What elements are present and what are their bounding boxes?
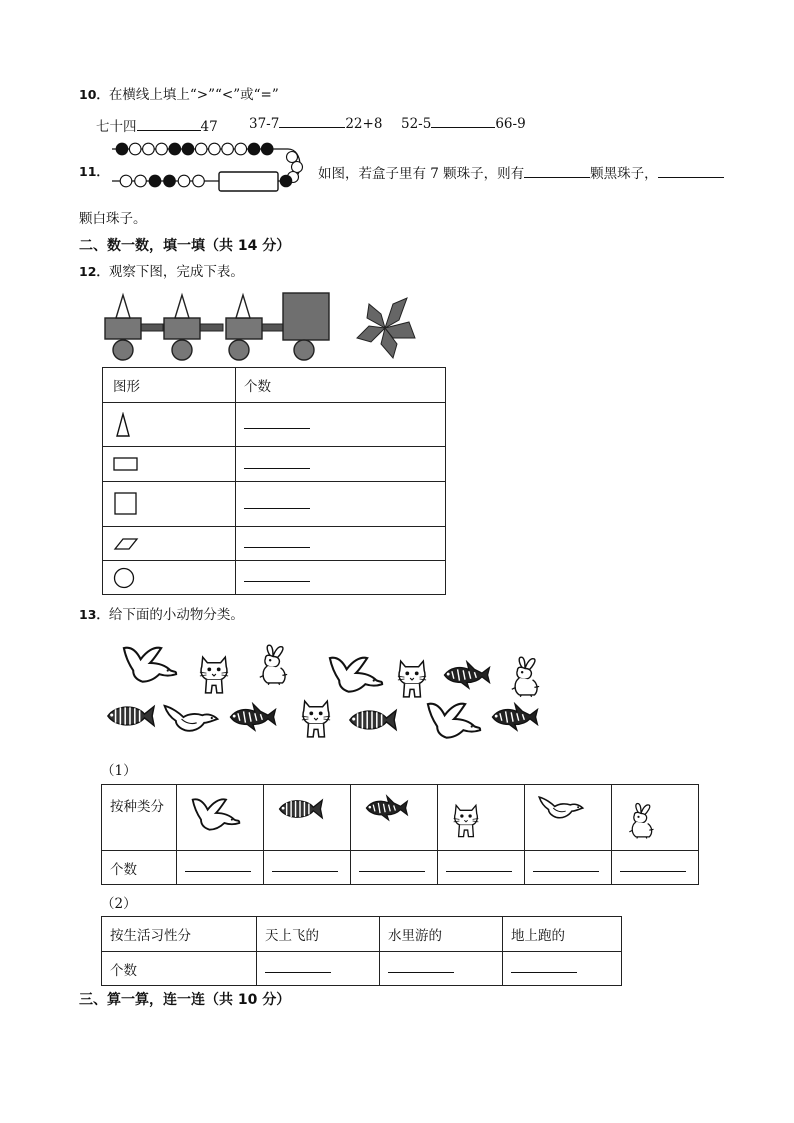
answer-blank[interactable] (244, 428, 310, 429)
rabbit-icon (512, 657, 539, 697)
comparison-row (249, 115, 382, 132)
part-label: （1） (101, 763, 137, 779)
black-bead (182, 143, 194, 155)
bead-string-diagram (108, 137, 310, 195)
compare-left: 七十四 (96, 119, 137, 135)
rectangle-icon (113, 456, 139, 472)
part-label: （2） (101, 896, 137, 912)
table-header: 图形 (103, 368, 236, 403)
white-bead (193, 175, 205, 187)
comparison-row (401, 115, 526, 132)
question-11-number: 11． (79, 164, 109, 179)
bead-box (219, 172, 278, 191)
compare-left: 52-5 (401, 116, 432, 132)
parallelogram-icon (113, 537, 139, 551)
cat-icon (398, 661, 426, 697)
white-bead (120, 175, 132, 187)
bird-icon (124, 648, 176, 682)
square-icon (113, 491, 139, 517)
white-bead (209, 143, 221, 155)
table-header: 个数 (236, 368, 446, 403)
fish-striped-icon (350, 710, 396, 729)
table-row (103, 561, 446, 595)
bird-icon (428, 704, 480, 738)
cat-icon (454, 805, 479, 836)
answer-blank[interactable] (244, 508, 310, 509)
circle-icon (113, 566, 137, 590)
fish-spiky-icon (444, 662, 489, 688)
white-bead (129, 143, 141, 155)
section-title: 二、数一数，填一填（共 14 分） (79, 238, 291, 254)
species-count-table (101, 784, 699, 885)
cat-icon (302, 701, 330, 737)
answer-blank[interactable] (533, 871, 599, 872)
question-number: 10． (79, 87, 109, 102)
answer-blank[interactable] (244, 581, 310, 582)
table-row (103, 527, 446, 561)
white-bead (195, 143, 207, 155)
question-13: 13．给下面的小动物分类。 (79, 607, 244, 623)
table-header: 天上飞的 (257, 917, 380, 952)
fish-striped-icon (280, 800, 323, 818)
section-title: 三、算一算，连一连（共 10 分） (79, 992, 291, 1008)
rabbit-icon (260, 645, 287, 685)
fish-striped-icon (108, 706, 154, 725)
answer-blank[interactable] (244, 547, 310, 548)
answer-blank[interactable] (279, 115, 345, 128)
white-bead (143, 143, 155, 155)
compare-left: 37-7 (249, 116, 280, 132)
white-bead (222, 143, 234, 155)
row-label: 个数 (102, 851, 177, 885)
answer-blank[interactable] (137, 118, 201, 131)
table-header: 按种类分 (102, 785, 177, 851)
pinwheel-figure (357, 298, 415, 358)
answer-blank[interactable] (511, 972, 577, 973)
question-12: 12．观察下图，完成下表。 (79, 264, 244, 280)
fish-spiky-icon (366, 796, 407, 820)
question-11-text-cont: 颗白珠子。 (79, 211, 147, 227)
black-bead (280, 175, 292, 187)
answer-blank[interactable] (185, 871, 251, 872)
black-bead (149, 175, 161, 187)
white-bead (156, 143, 168, 155)
dove-icon (539, 797, 583, 818)
train-figure (105, 293, 329, 360)
train-pinwheel-figure (103, 290, 423, 362)
answer-blank[interactable] (272, 871, 338, 872)
fish-spiky-icon (492, 704, 537, 730)
answer-blank[interactable] (446, 871, 512, 872)
black-bead (261, 143, 273, 155)
fish-spiky-icon (230, 704, 275, 730)
compare-right: 47 (200, 119, 218, 135)
answer-blank[interactable] (524, 165, 590, 178)
question-11-text: 如图，若盒子里有 7 颗珠子，则有 颗黑珠子， (318, 162, 724, 182)
white-bead (287, 152, 298, 163)
table-header: 水里游的 (380, 917, 503, 952)
answer-blank[interactable] (620, 871, 686, 872)
bird-icon (330, 658, 382, 692)
answer-blank[interactable] (359, 871, 425, 872)
compare-right: 22+8 (345, 116, 383, 132)
question-10 (79, 83, 279, 103)
table-header: 地上跑的 (503, 917, 622, 952)
animal-scene (104, 640, 554, 745)
black-bead (248, 143, 260, 155)
triangle-icon (113, 412, 133, 438)
rabbit-icon (629, 803, 653, 838)
white-bead (235, 143, 247, 155)
cat-icon (200, 657, 228, 693)
comparison-row (96, 115, 218, 135)
bird-icon (193, 799, 240, 829)
answer-blank[interactable] (658, 165, 724, 178)
answer-blank[interactable] (265, 972, 331, 973)
white-bead (178, 175, 190, 187)
table-header: 按生活习性分 (102, 917, 257, 952)
white-bead (292, 162, 303, 173)
question-text: 在横线上填上“>”“<”或“=” (108, 87, 279, 103)
answer-blank[interactable] (431, 115, 495, 128)
table-row (103, 447, 446, 482)
dove-icon (165, 706, 218, 731)
black-bead (116, 143, 128, 155)
habit-count-table (101, 916, 622, 986)
compare-right: 66-9 (495, 116, 526, 132)
black-bead (164, 175, 176, 187)
table-row (102, 952, 622, 986)
row-label: 个数 (102, 952, 257, 986)
answer-blank[interactable] (244, 468, 310, 469)
black-bead (169, 143, 181, 155)
white-bead (135, 175, 147, 187)
table-row (103, 482, 446, 527)
answer-blank[interactable] (388, 972, 454, 973)
table-row (103, 403, 446, 447)
table-row (102, 851, 699, 885)
shape-count-table (102, 367, 446, 595)
